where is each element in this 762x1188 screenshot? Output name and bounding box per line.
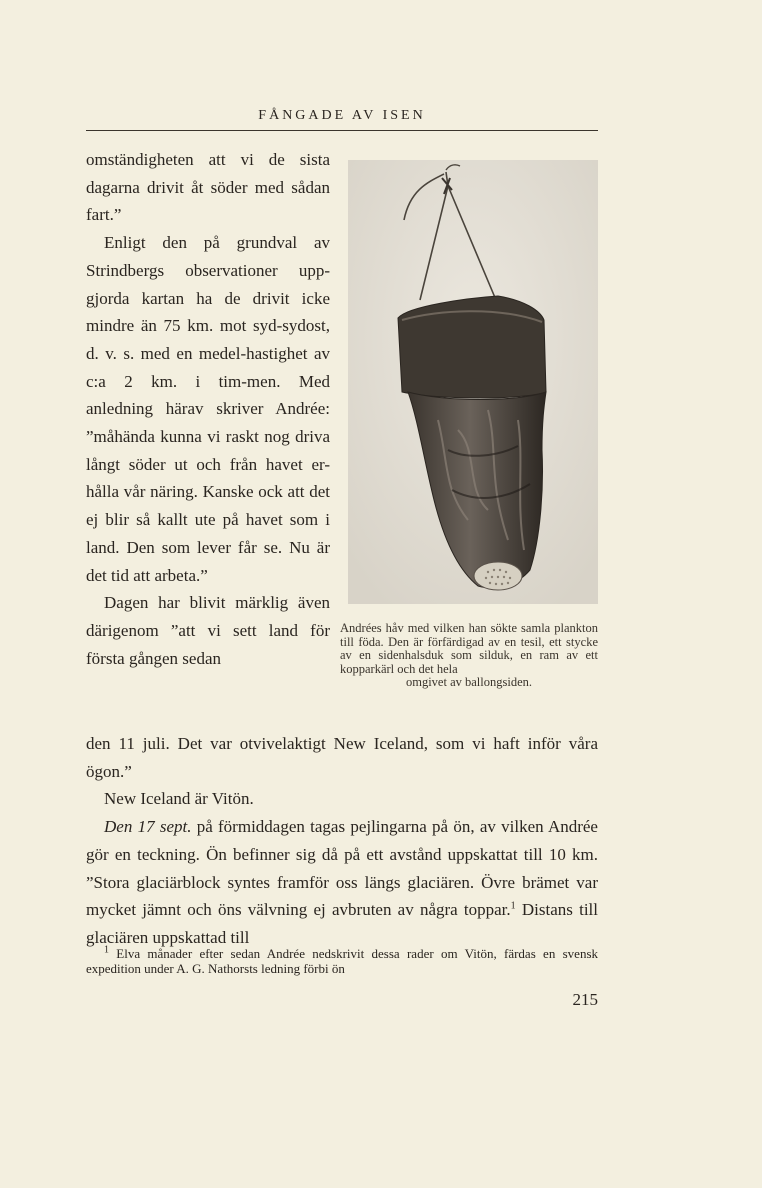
text-line: söder ut och från havet er- (128, 454, 330, 474)
paragraph-17-sept (86, 813, 598, 952)
paragraph-continuation (86, 146, 330, 229)
caption-text: Andrées håv med vilken han sökte samla plankton till föda. Den är förfärdigad av en tesil, ett stycke av en sidenhalsduk som silduk, en ram av ett kopparkärl och det hela (340, 621, 598, 676)
text-line: kunna vi raskt nog driva långt (86, 427, 330, 474)
paragraph-text: på förmiddagen tagas pejlingarna på ön, av vilken Andrée gör en teckning. Ön befinner sig då på ett avstånd uppskattat till 10 km. ”Stora glaciärblock syntes framför oss längs glaciären. Övre brämet var mycket jämnt och öns välvning ej avbruten av några toppar. (86, 817, 598, 920)
header-rule (86, 130, 598, 131)
footnote-text: Elva månader efter sedan Andrée nedskrivit dessa rader om Vitön, färdas en svensk expedition under A. G. Nathorsts ledning förbi ön (86, 946, 598, 976)
footnote-body (86, 946, 598, 976)
footnote (86, 946, 598, 976)
text-line: dagarna drivit åt söder med (86, 177, 285, 197)
footnote-mark: 1 (104, 944, 109, 956)
text-line: Enligt den på grundval av (104, 233, 330, 253)
text-line: omständigheten att vi de sista (86, 150, 330, 169)
footnote-reference: 1 (510, 900, 516, 912)
paragraph-new-iceland: den 11 juli. Det var otvivelaktigt New Iceland, som vi haft inför våra ögon.” (86, 734, 598, 781)
text-line: arbeta.” (154, 565, 208, 585)
plankton-net-illustration (348, 160, 598, 604)
paragraph-text-end: Distans till glaciären uppskattad till (86, 900, 598, 947)
text-line: mindre än 75 km. mot syd- (86, 316, 283, 336)
text-line: sydost, d. v. s. med en medel- (86, 316, 330, 363)
date-italic: Den 17 sept. (104, 817, 192, 837)
figure-caption (340, 622, 598, 690)
left-column-text (86, 146, 330, 672)
text-line: skriver Andrée: ”måhända (86, 399, 330, 447)
text-line: sådan fart.” (86, 177, 330, 225)
text-line: lever får se. Nu är det tid att (86, 537, 330, 585)
text-line: havet som i land. Den som (86, 510, 330, 557)
text-line: gjorda kartan ha de drivit icke (86, 288, 330, 308)
text-line: även därigenom ”att vi sett (86, 593, 330, 640)
text-line: Dagen har blivit märklig (104, 593, 289, 613)
text-line: hastighet av c:a 2 km. i tim- (86, 343, 330, 391)
full-width-text (86, 730, 598, 952)
text-line: hålla vår näring. Kanske ock (86, 482, 283, 502)
running-title: FÅNGADE AV ISEN (258, 108, 426, 123)
text-line: land för första gången sedan (86, 620, 331, 668)
text-line: Strindbergs observationer upp- (86, 260, 330, 280)
text-line: att det ej blir så kallt ute på (86, 482, 331, 530)
paragraph-vitoen: New Iceland är Vitön. (104, 789, 254, 809)
page-number: 215 (572, 990, 598, 1009)
paragraph-strindberg (86, 229, 330, 589)
text-line: men. Med anledning härav (86, 371, 330, 419)
photo-plankton-net (348, 160, 598, 604)
paragraph-land (86, 589, 330, 672)
caption-last-line: omgivet av ballongsiden. (405, 675, 533, 690)
